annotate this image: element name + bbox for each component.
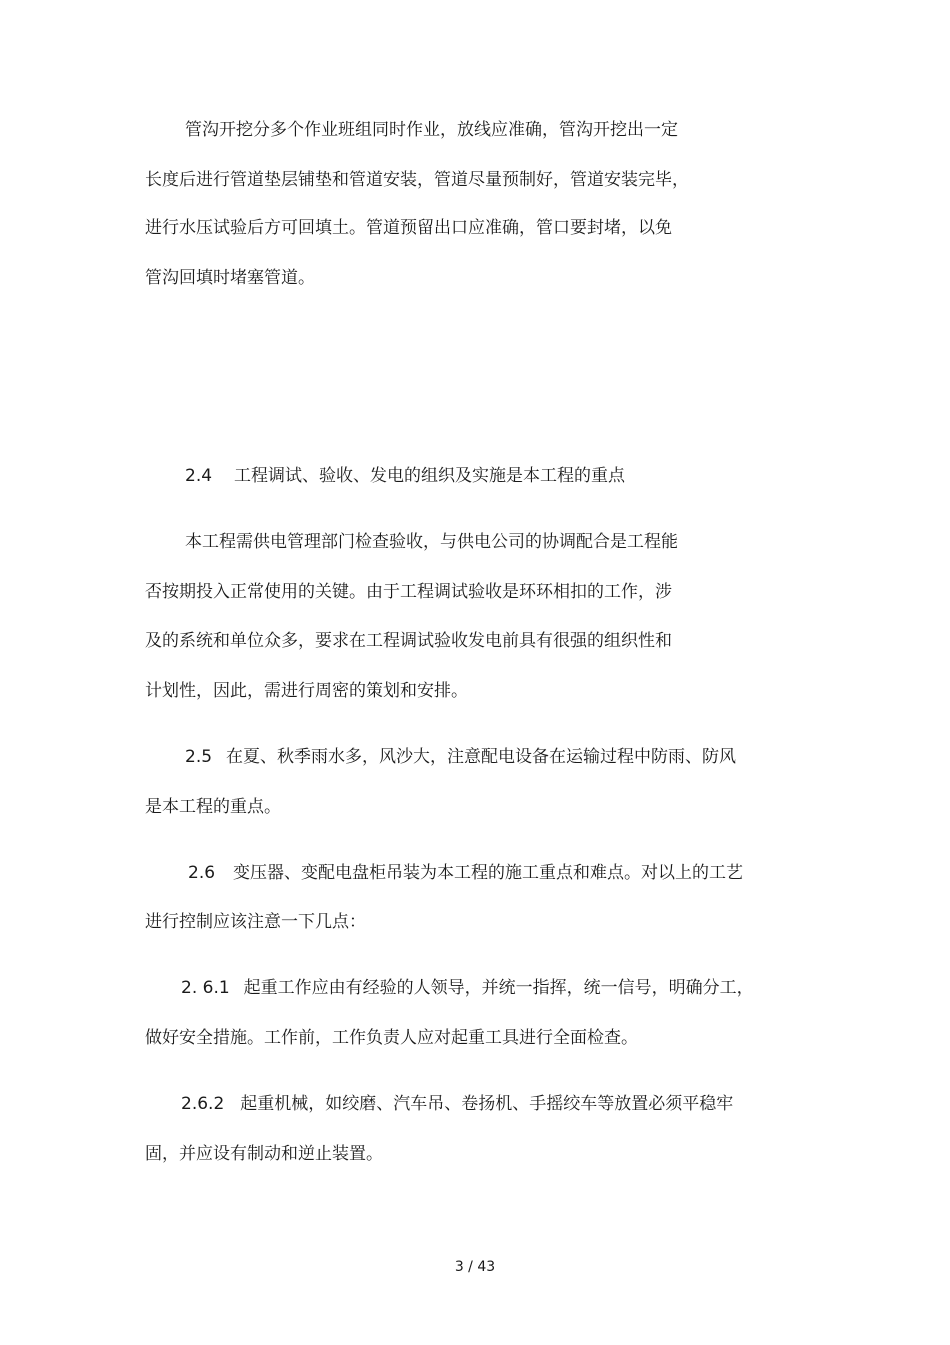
section-text: 变压器、变配电盘柜吊装为本工程的施工重点和难点。对以上的工艺 xyxy=(233,863,744,883)
section-2-6-1-line-2: 做好安全措施。工作前，工作负责人应对起重工具进行全面检查。 xyxy=(145,1028,638,1048)
paragraph-2-line-4: 计划性，因此，需进行周密的策划和安排。 xyxy=(145,681,468,701)
section-2-6-2-line-1 xyxy=(181,1092,733,1116)
section-2-6-line-2: 进行控制应该注意一下几点： xyxy=(145,912,366,932)
section-2-6-2-line-2: 固，并应设有制动和逆止装置。 xyxy=(145,1144,383,1164)
paragraph-1-line-4: 管沟回填时堵塞管道。 xyxy=(145,268,315,288)
page-number: 3 / 43 xyxy=(454,1259,496,1275)
section-number: 2.5 xyxy=(185,747,213,767)
section-2-5-line-1 xyxy=(185,745,736,769)
paragraph-1-line-2: 长度后进行管道垫层铺垫和管道安装，管道尽量预制好，管道安装完毕， xyxy=(145,170,689,190)
section-number: 2. 6.1 xyxy=(181,978,230,998)
paragraph-2-line-3: 及的系统和单位众多，要求在工程调试验收发电前具有很强的组织性和 xyxy=(145,631,672,651)
section-number: 2.4 xyxy=(185,466,213,486)
section-text: 起重机械，如绞磨、汽车吊、卷扬机、手摇绞车等放置必须平稳牢 xyxy=(240,1094,734,1114)
section-2-6-1-line-1 xyxy=(181,976,754,1000)
paragraph-1-line-1: 管沟开挖分多个作业班组同时作业，放线应准确，管沟开挖出一定 xyxy=(185,120,678,140)
section-2-6-line-1 xyxy=(188,861,743,885)
section-number: 2.6 xyxy=(188,863,216,883)
section-text: 在夏、秋季雨水多，风沙大，注意配电设备在运输过程中防雨、防风 xyxy=(226,747,737,767)
paragraph-1-line-3: 进行水压试验后方可回填土。管道预留出口应准确，管口要封堵，以免 xyxy=(145,218,672,238)
paragraph-2-line-1: 本工程需供电管理部门检查验收，与供电公司的协调配合是工程能 xyxy=(185,532,678,552)
section-2-5-line-2: 是本工程的重点。 xyxy=(145,797,281,817)
paragraph-2-line-2: 否按期投入正常使用的关键。由于工程调试验收是环环相扣的工作，涉 xyxy=(145,582,672,602)
section-number: 2.6.2 xyxy=(181,1094,225,1114)
section-title: 工程调试、验收、发电的组织及实施是本工程的重点 xyxy=(234,466,626,486)
section-text: 起重工作应由有经验的人领导，并统一指挥，统一信号，明确分工， xyxy=(243,978,754,998)
section-2-4-heading xyxy=(185,464,625,488)
